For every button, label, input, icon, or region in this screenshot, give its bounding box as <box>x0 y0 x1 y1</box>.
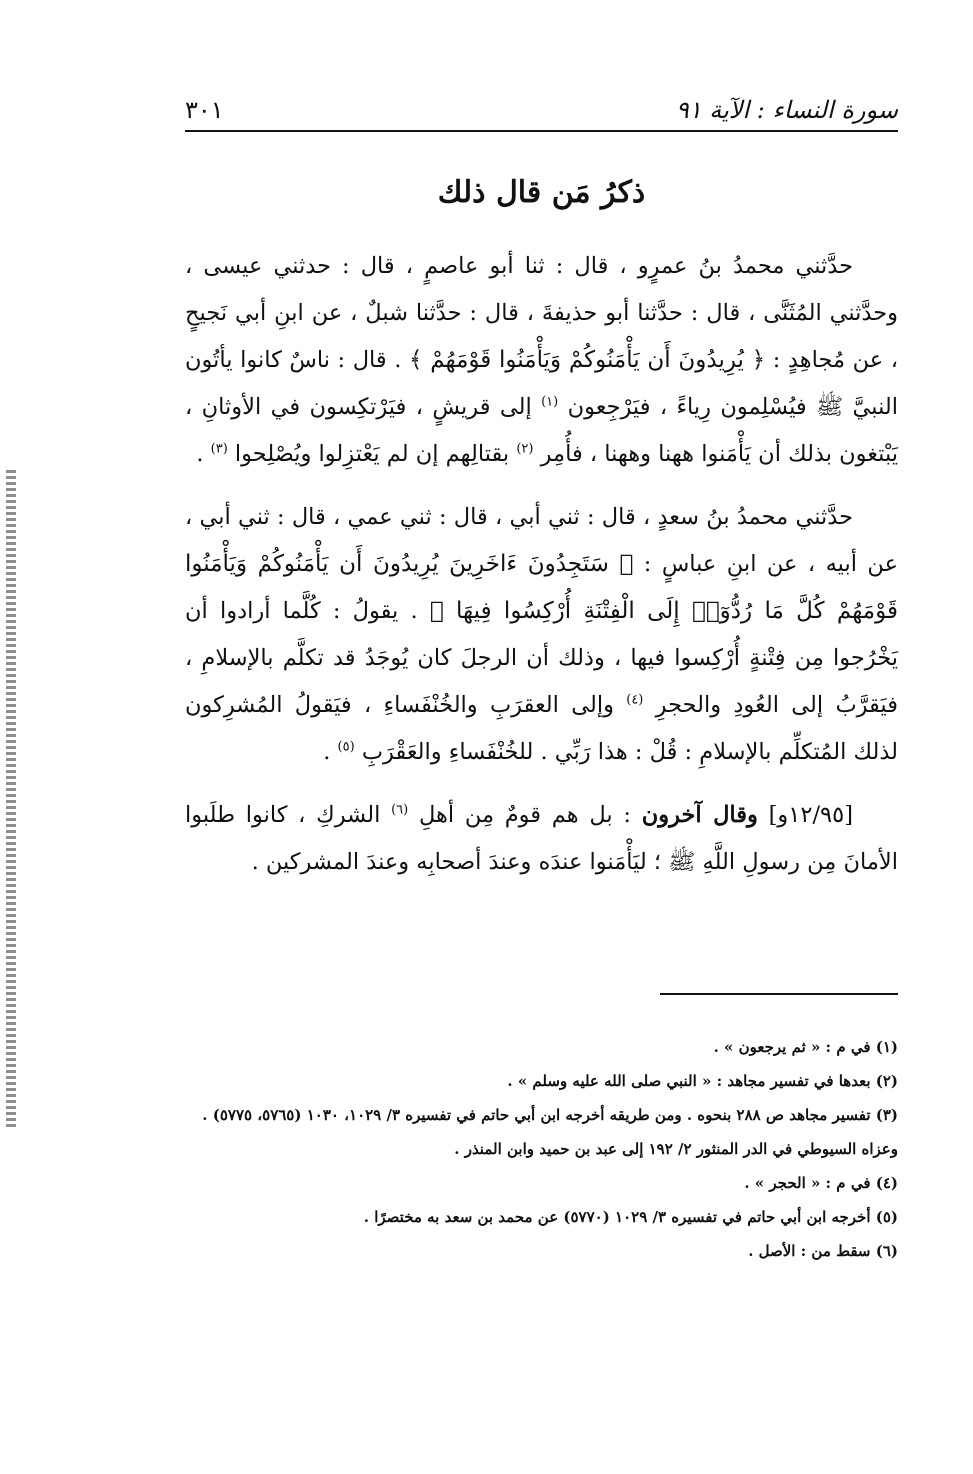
footnote: (٤) في م : « الحجر » . <box>744 1174 898 1192</box>
footnote-ref: (٥) <box>337 739 355 755</box>
header-rule <box>185 130 898 132</box>
paragraph-2 <box>185 494 898 776</box>
footnote-ref: (٦) <box>391 802 409 818</box>
text-span: حدَّثني محمدُ بنُ سعدٍ ، قال : ثني أبي ، قال : ثني عمي ، قال : ثني أبي ، عن أبيه ، عن ابنِ عباسٍ : <box>185 504 898 577</box>
text-span: حدَّثني محمدُ بنُ عمرٍو ، قال : ثنا أبو عاصمٍ ، قال : حدثني عيسى ، وحدَّثني المُثَنَّى ، قال : حدَّثنا أبو حذيفةَ ، قال : حدَّثنا شبلٌ ، عن ابنِ أبي نَجيحٍ ، عن مُجاهِدٍ : <box>185 253 898 373</box>
footnote-ref: (٤) <box>626 692 644 708</box>
page-header <box>185 80 898 124</box>
text-span: وإلى العقرَبِ والخُنْفَساءِ ، فيَقولُ المُشرِكون لذلك المُتكلِّم بالإسلامِ : قُلْ : هذا رَبِّي . للخُنْفَساءِ والعَقْرَبِ <box>185 692 898 765</box>
text-span: الشركِ ، كانوا طلَبوا الأمانَ مِن رسولِ اللَّهِ ﷺ ؛ ليَأْمَنوا عندَه وعندَ أصحابِه وعندَ المشركين . <box>185 802 898 875</box>
text-span: . يقولُ : كُلَّما أرادوا أن يَخْرُجوا مِن فِتْنةٍ أُرْكِسوا فيها ، وذلك أن الرجلَ كان يُوجَدُ قد تكلَّم بالإسلامِ ، فيَقرَّبُ إلى العُودِ والحجرِ <box>185 598 898 718</box>
footnote: (٣) تفسير مجاهد ص ٢٨٨ بنحوه . ومن طريقه أخرجه ابن أبي حاتم في تفسيره ٣/ ١٠٢٩، ١٠٣٠ (٥٧٦٥، ٥٧٧٥) . وعزاه السيوطي في الدر المنثور ٢/ ١٩٢ إلى عبد بن حميد وابن المنذر . <box>202 1106 898 1158</box>
footnote: (١) في م : « ثم يرجعون » . <box>713 1038 898 1056</box>
page-number: ٣٠١ <box>185 96 224 124</box>
footnote: (٥) أخرجه ابن أبي حاتم في تفسيره ٣/ ١٠٢٩ (٥٧٧٠) عن محمد بن سعد به مختصرًا . <box>363 1208 898 1226</box>
footnote-rule <box>660 993 898 995</box>
footnotes <box>185 1030 898 1268</box>
footnote-ref: (١) <box>541 394 559 410</box>
text-span: . <box>196 441 204 467</box>
paragraph-3 <box>185 792 898 886</box>
quran-quote: ﴿ يُرِيدُونَ أَن يَأْمَنُوكُمْ وَيَأْمَنُوا قَوْمَهُمْ ﴾ <box>408 347 766 373</box>
text-span: : بل هم قومٌ مِن أهلِ <box>418 802 631 828</box>
text-span: بقتالِهم إن لم يَعْتزِلوا ويُصْلِحوا <box>234 441 510 467</box>
lead-phrase: وقال آخرون <box>641 802 758 828</box>
quran-quote: ﴿ سَتَجِدُونَ ءَاخَرِينَ يُرِيدُونَ أَن يَأْمَنُوكُمْ وَيَأْمَنُوا قَوْمَهُمْ كُلَّ مَا رُدُّوٓا۟ إِلَى الْفِتْنَةِ أُرْكِسُوا فِيهَا ﴾ <box>185 551 898 624</box>
paragraph-1 <box>185 243 898 478</box>
footnote-ref: (٣) <box>210 441 228 457</box>
scan-edge-artifact <box>6 470 16 1130</box>
text-span: إلى قريشٍ ، فيَرْتكِسون في الأوثانِ ، يَبْتغون بذلك أن يَأْمَنوا ههنا وههنا ، فأُمِر <box>185 394 898 467</box>
section-title: ذكرُ مَن قال ذلك <box>437 175 646 210</box>
footnote: (٦) سقط من : الأصل . <box>748 1242 898 1260</box>
manuscript-ref: [١٢/٩٥و] <box>768 802 853 828</box>
main-text <box>185 243 898 902</box>
text-span: . قال : ناسٌ كانوا يأتُون النبيَّ ﷺ فيُسْلِمون رِياءً ، فيَرْجِعون <box>185 347 898 420</box>
text-span: . <box>323 739 331 765</box>
footnote-ref: (٢) <box>516 441 534 457</box>
footnote: (٢) بعدها في تفسير مجاهد : « النبي صلى الله عليه وسلم » . <box>507 1072 898 1090</box>
running-title: سورة النساء : الآية ٩١ <box>675 96 898 124</box>
